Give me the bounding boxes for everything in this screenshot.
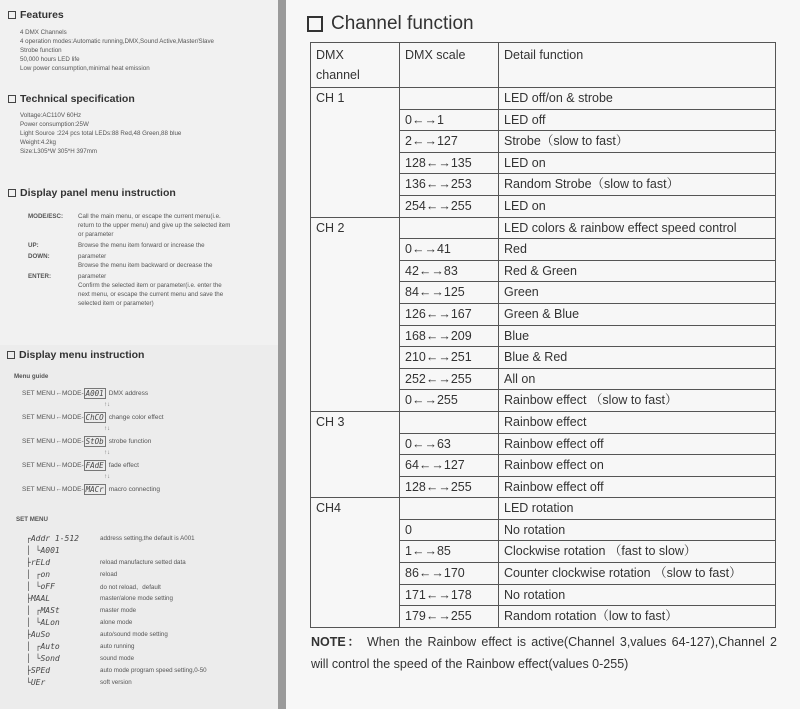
set-code: │ ┌on (26, 569, 51, 579)
list-item: 4 DMX Channels (20, 29, 67, 36)
menu-guide-label: Menu guide (14, 373, 49, 380)
list-item: Voltage:AC110V 60Hz (20, 112, 82, 119)
guide-desc: DMX address (108, 389, 149, 397)
set-code: │ └ALon (26, 617, 60, 627)
function-cell: LED colors & rainbow effect speed control (499, 217, 776, 239)
list-item: Low power consumption,minimal heat emission (20, 65, 150, 72)
function-cell: No rotation (499, 519, 776, 541)
panel-key: DOWN: (28, 253, 50, 260)
set-menu-row (26, 592, 207, 604)
features-list (20, 28, 214, 73)
panel-desc-line: Call the main menu, or escape the current menu(i.e. (78, 213, 221, 220)
set-menu-row (26, 652, 207, 664)
function-cell: Strobe（slow to fast） (499, 131, 776, 153)
scale-cell: 0←→41 (400, 239, 499, 261)
guide-row (22, 459, 164, 471)
scale-cell: 0←→255 (400, 390, 499, 412)
scale-cell: 84←→125 (400, 282, 499, 304)
updown-arrows-icon: ↑↓ (104, 474, 110, 480)
function-cell: Clockwise rotation （fast to slow） (499, 541, 776, 563)
panel-key: MODE/ESC: (28, 213, 64, 220)
table-row (311, 88, 776, 110)
function-cell: LED off/on & strobe (499, 88, 776, 110)
function-cell: LED on (499, 152, 776, 174)
panel-desc-line: selected item or parameter) (78, 300, 154, 307)
function-cell: Counter clockwise rotation （slow to fast） (499, 563, 776, 585)
checkbox-square-icon (8, 189, 16, 197)
scale-cell: 210←→251 (400, 347, 499, 369)
list-item: 50,000 hours LED life (20, 56, 80, 63)
panel-desc (78, 272, 223, 308)
panel-row (28, 212, 268, 239)
set-menu-row (26, 532, 207, 544)
scale-cell (400, 217, 499, 239)
list-item: Size:L305*W 305*H 397mm (20, 148, 98, 155)
panel-desc (78, 252, 212, 270)
table-body (311, 88, 776, 628)
function-cell: All on (499, 368, 776, 390)
menu-guide-list (22, 387, 164, 495)
guide-row (22, 435, 164, 447)
set-code: ├AuSo (26, 629, 51, 639)
set-code: │ └A001 (26, 545, 60, 555)
checkbox-square-icon (307, 16, 323, 32)
channel-function-table (310, 42, 776, 628)
function-cell: Blue & Red (499, 347, 776, 369)
updown-arrows-icon: ↑↓ (104, 426, 110, 432)
function-cell: LED off (499, 109, 776, 131)
function-cell: Random rotation（low to fast） (499, 606, 776, 628)
function-cell: Blue (499, 325, 776, 347)
set-code: ├SPEd (26, 665, 51, 675)
function-cell: Red & Green (499, 260, 776, 282)
tech-list (20, 111, 181, 156)
set-menu-row (26, 580, 207, 592)
panel-desc-line: next menu, or escape the current menu and save the (78, 291, 224, 298)
scale-cell (400, 88, 499, 110)
scale-cell: 171←→178 (400, 584, 499, 606)
manual-page-left-top (0, 0, 278, 345)
lcd-code: StOb (85, 436, 104, 446)
set-desc: auto running (100, 642, 135, 650)
lcd-code: A001 (85, 388, 104, 398)
guide-desc: macro connecting (108, 485, 161, 493)
guide-prefix: SET MENU←MODE- (22, 413, 84, 421)
channel-cell: CH 3 (311, 411, 400, 497)
set-menu-row (26, 676, 207, 688)
guide-row (22, 387, 164, 399)
scale-cell (400, 411, 499, 433)
header-detail-function: Detail function (499, 43, 776, 88)
panel-desc (78, 241, 205, 250)
set-desc: alone mode (100, 618, 133, 626)
set-menu-row (26, 604, 207, 616)
list-item: Weight:4.2kg (20, 139, 57, 146)
function-cell: Green (499, 282, 776, 304)
list-item: Light Source :224 pcs total LEDs:88 Red,48 Green,88 blue (20, 130, 182, 137)
table-row (311, 217, 776, 239)
set-code: │ ┌MASt (26, 605, 60, 615)
scale-cell: 179←→255 (400, 606, 499, 628)
set-code: │ ┌Auto (26, 641, 60, 651)
set-desc: reload manufacture setted data (100, 558, 186, 566)
function-cell: Rainbow effect on (499, 455, 776, 477)
set-desc: master mode (100, 606, 137, 614)
set-desc: auto mode program speed setting,0-50 (100, 666, 207, 674)
panel-key: UP: (28, 242, 39, 249)
set-code: ├rELd (26, 557, 51, 567)
lcd-code: FAdE (85, 460, 104, 470)
updown-arrows-icon: ↑↓ (104, 402, 110, 408)
scale-cell: 126←→167 (400, 303, 499, 325)
guide-desc: change color effect (108, 413, 164, 421)
note-text: When the Rainbow effect is active(Channel 3,values 64-127),Channel 2 will control the speed of the Rainbow effect(values 0-255) (311, 635, 777, 671)
guide-desc: strobe function (108, 437, 152, 445)
guide-prefix: SET MENU←MODE- (22, 437, 84, 445)
function-cell: Rainbow effect off (499, 476, 776, 498)
panel-heading: Display panel menu instruction (8, 187, 176, 199)
updown-arrows-icon: ↑↓ (104, 450, 110, 456)
table-header-row (311, 43, 776, 88)
scale-cell: 42←→83 (400, 260, 499, 282)
function-cell: No rotation (499, 584, 776, 606)
table-row (311, 498, 776, 520)
channel-cell: CH 2 (311, 217, 400, 411)
checkbox-square-icon (7, 351, 15, 359)
scale-cell: 0 (400, 519, 499, 541)
manual-page-left-bottom (0, 345, 278, 709)
lcd-code: ChCO (85, 412, 104, 422)
channel-cell: CH4 (311, 498, 400, 628)
set-menu-row (26, 616, 207, 628)
features-heading: Features (8, 9, 64, 21)
function-cell: Rainbow effect (499, 411, 776, 433)
panel-desc-line: parameter (78, 273, 107, 280)
function-cell: Rainbow effect （slow to fast） (499, 390, 776, 412)
channel-function-heading: Channel function (307, 13, 474, 35)
guide-prefix: SET MENU←MODE- (22, 461, 84, 469)
table-row (311, 411, 776, 433)
set-code: ├MAAL (26, 593, 51, 603)
scale-cell: 0←→63 (400, 433, 499, 455)
scale-cell: 254←→255 (400, 195, 499, 217)
panel-desc-line: Confirm the selected item or parameter(i.e. enter the (78, 282, 222, 289)
set-menu-row (26, 544, 207, 556)
scale-cell: 252←→255 (400, 368, 499, 390)
panel-desc-line: Browse the menu item backward or decrease the (78, 262, 213, 269)
scale-cell: 86←→170 (400, 563, 499, 585)
scale-cell: 128←→255 (400, 476, 499, 498)
scale-cell: 136←→253 (400, 174, 499, 196)
header-dmx-scale: DMX scale (400, 43, 499, 88)
set-desc: reload (100, 570, 118, 578)
set-desc: soft version (100, 678, 132, 686)
panel-row (28, 241, 268, 250)
list-item: Strobe function (20, 47, 62, 54)
guide-prefix: SET MENU←MODE- (22, 485, 84, 493)
scale-cell: 2←→127 (400, 131, 499, 153)
panel-instructions (28, 212, 268, 310)
set-desc: address setting,the default is A001 (100, 534, 195, 542)
function-cell: Red (499, 239, 776, 261)
scale-cell: 128←→135 (400, 152, 499, 174)
checkbox-square-icon (8, 95, 16, 103)
checkbox-square-icon (8, 11, 16, 19)
guide-row (22, 411, 164, 423)
set-menu-row (26, 664, 207, 676)
panel-desc-line: or parameter (78, 231, 114, 238)
panel-desc-line: parameter (78, 253, 107, 260)
list-item: 4 operation modes:Automatic running,DMX,Sound Active,Master/Slave (20, 38, 214, 45)
set-desc: master/alone mode setting (100, 594, 173, 602)
set-menu-row (26, 640, 207, 652)
set-menu-list (26, 532, 207, 688)
tech-heading: Technical specification (8, 93, 135, 105)
guide-prefix: SET MENU←MODE- (22, 389, 84, 397)
set-code: └UEr (26, 677, 46, 687)
set-desc: do not reload、default (100, 583, 161, 591)
list-item: Power consumption:25W (20, 121, 89, 128)
scale-cell: 1←→85 (400, 541, 499, 563)
function-cell: LED rotation (499, 498, 776, 520)
set-menu-row (26, 628, 207, 640)
set-code: │ └oFF (26, 581, 55, 591)
function-cell: Rainbow effect off (499, 433, 776, 455)
lcd-code: MACr (85, 484, 104, 494)
note-paragraph (311, 632, 777, 675)
scale-cell: 168←→209 (400, 325, 499, 347)
set-menu-row (26, 568, 207, 580)
scale-cell (400, 498, 499, 520)
header-dmx-channel: DMX channel (311, 43, 400, 88)
function-cell: Green & Blue (499, 303, 776, 325)
guide-desc: fade effect (108, 461, 139, 469)
set-menu-label: SET MENU (16, 516, 48, 523)
set-code: ┌Addr 1-512 (26, 533, 79, 543)
panel-row (28, 272, 268, 308)
panel-desc (78, 212, 230, 239)
panel-key: ENTER: (28, 273, 52, 280)
guide-row (22, 483, 164, 495)
note-label: NOTE： (311, 635, 362, 649)
set-menu-row (26, 556, 207, 568)
panel-desc-line: return to the upper menu) and give up the selected item (78, 222, 231, 229)
function-cell: LED on (499, 195, 776, 217)
panel-row (28, 252, 268, 270)
set-desc: sound mode (100, 654, 135, 662)
scale-cell: 64←→127 (400, 455, 499, 477)
panel-desc-line: Browse the menu item forward or increase the (78, 242, 205, 249)
set-code: │ └Sond (26, 653, 60, 663)
display-menu-heading: Display menu instruction (7, 349, 144, 361)
scale-cell: 0←→1 (400, 109, 499, 131)
function-cell: Random Strobe（slow to fast） (499, 174, 776, 196)
channel-cell: CH 1 (311, 88, 400, 218)
set-desc: auto/sound mode setting (100, 630, 168, 638)
